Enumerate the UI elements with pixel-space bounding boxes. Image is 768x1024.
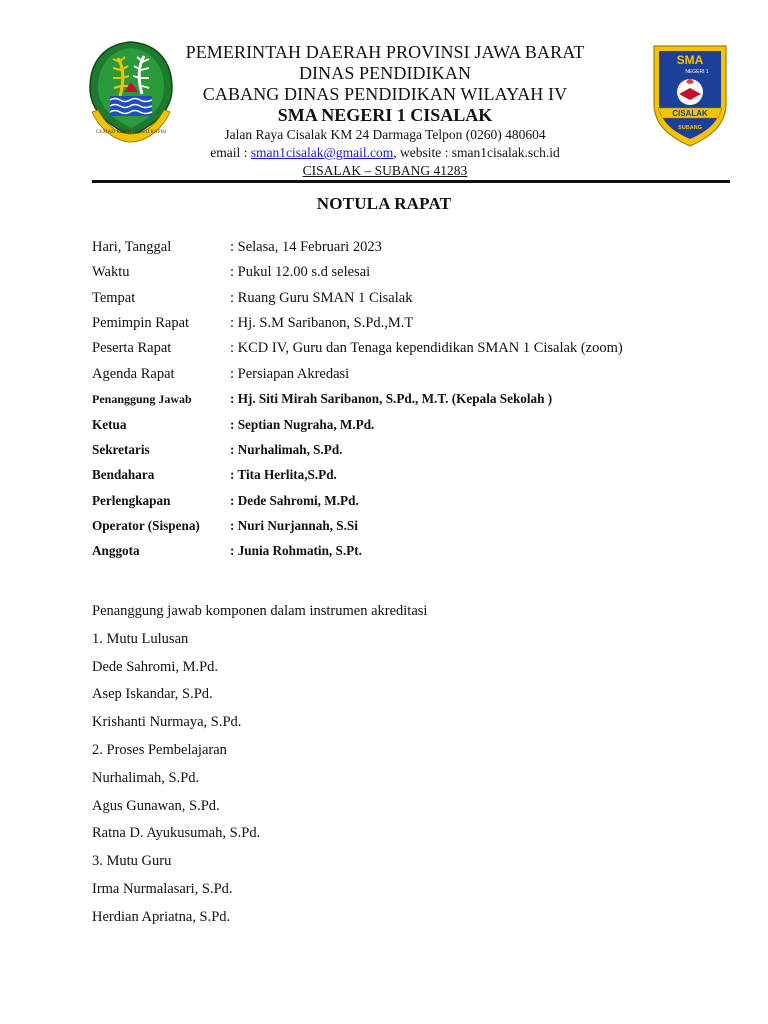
info-label: Hari, Tanggal — [92, 239, 172, 256]
info-value: : KCD IV, Guru dan Tenaga kependidikan SMAN 1 Cisalak (zoom) — [230, 340, 623, 357]
committee-row — [92, 463, 732, 488]
info-label: Peserta Rapat — [92, 340, 172, 357]
west-java-emblem-icon — [88, 40, 174, 144]
committee-row — [92, 437, 732, 462]
committee-member: : Hj. Siti Mirah Saribanon, S.Pd., M.T. (Kepala Sekolah ) — [230, 391, 553, 407]
sma-badge-icon — [650, 42, 730, 148]
badge-banner-text: CISALAK — [672, 109, 708, 118]
website-text: , website : sman1cisalak.sch.id — [393, 145, 560, 160]
city-postal: CISALAK – SUBANG 41283 — [302, 163, 468, 178]
info-row — [92, 260, 732, 285]
committee-role: Penanggung Jawab — [92, 391, 192, 406]
committee-member: : Junia Rohmatin, S.Pt. — [230, 543, 362, 559]
info-row — [92, 286, 732, 311]
committee-member: : Nuri Nurjannah, S.Si — [230, 517, 358, 533]
info-label: Pemimpin Rapat — [92, 315, 190, 332]
assignee-name: Herdian Apriatna, S.Pd. — [92, 908, 231, 925]
info-label: Tempat — [92, 289, 136, 306]
info-row — [92, 361, 732, 386]
emblem-motto: GEMAH RIPAH REPEH RAPIH — [96, 129, 166, 135]
committee-role: Operator (Sispena) — [92, 517, 200, 533]
committee-row — [92, 412, 732, 437]
committee-member: : Nurhalimah, S.Pd. — [230, 442, 343, 458]
letterhead — [0, 0, 768, 190]
school-name: SMA NEGERI 1 CISALAK — [277, 105, 493, 125]
committee-member: : Tita Herlita,S.Pd. — [230, 467, 337, 483]
email-link[interactable]: sman1cisalak@gmail.com — [250, 145, 394, 160]
document-title: NOTULA RAPAT — [316, 194, 452, 213]
committee-role: Perlengkapan — [92, 492, 171, 508]
committee-row — [92, 539, 732, 564]
component-heading: 2. Proses Pembelajaran — [92, 741, 227, 758]
info-label: Waktu — [92, 264, 130, 281]
letterhead-divider — [92, 180, 730, 183]
badge-top-text: SMA — [676, 53, 704, 67]
committee-role: Anggota — [92, 543, 140, 559]
assignee-name: Krishanti Nurmaya, S.Pd. — [92, 714, 242, 731]
committee-row — [92, 488, 732, 513]
assignee-name: Irma Nurmalasari, S.Pd. — [92, 880, 233, 897]
info-row — [92, 235, 732, 260]
info-value: : Pukul 12.00 s.d selesai — [230, 264, 371, 281]
department-name: DINAS PENDIDIKAN — [298, 63, 472, 83]
committee-row — [92, 513, 732, 538]
assignee-name: Asep Iskandar, S.Pd. — [92, 686, 213, 703]
contact-line — [180, 144, 590, 162]
committee-role: Ketua — [92, 416, 127, 432]
accreditation-assignments — [92, 598, 732, 932]
info-row — [92, 336, 732, 361]
info-label: Agenda Rapat — [92, 365, 175, 382]
committee-member: : Septian Nugraha, M.Pd. — [230, 416, 375, 432]
gov-name: PEMERINTAH DAERAH PROVINSI JAWA BARAT — [185, 42, 585, 62]
badge-bottom-text: SUBANG — [678, 125, 702, 131]
badge-sub-text: NEGERI 1 — [685, 69, 709, 75]
meeting-info — [92, 235, 732, 564]
school-address: Jalan Raya Cisalak KM 24 Darmaga Telpon (0260) 480604 — [224, 127, 546, 142]
assignee-name: Nurhalimah, S.Pd. — [92, 769, 200, 786]
branch-name: CABANG DINAS PENDIDIKAN WILAYAH IV — [202, 84, 568, 104]
committee-member: : Dede Sahromi, M.Pd. — [230, 492, 359, 508]
assignee-name: Dede Sahromi, M.Pd. — [92, 658, 219, 675]
committee-role: Sekretaris — [92, 442, 150, 458]
info-value: : Ruang Guru SMAN 1 Cisalak — [230, 289, 413, 306]
assignee-name: Ratna D. Ayukusumah, S.Pd. — [92, 825, 261, 842]
component-heading: 3. Mutu Guru — [92, 853, 172, 870]
info-value: : Selasa, 14 Februari 2023 — [230, 239, 382, 256]
committee-role: Bendahara — [92, 467, 155, 483]
info-row — [92, 311, 732, 336]
info-value: : Hj. S.M Saribanon, S.Pd.,M.T — [230, 315, 414, 332]
committee-row — [92, 387, 732, 412]
letterhead-text — [180, 42, 590, 179]
assignee-name: Agus Gunawan, S.Pd. — [92, 797, 220, 814]
email-prefix: email : — [210, 145, 251, 160]
intro-paragraph: Penanggung jawab komponen dalam instrumen akreditasi — [92, 603, 428, 619]
info-value: : Persiapan Akredasi — [230, 365, 350, 382]
component-heading: 1. Mutu Lulusan — [92, 630, 189, 647]
